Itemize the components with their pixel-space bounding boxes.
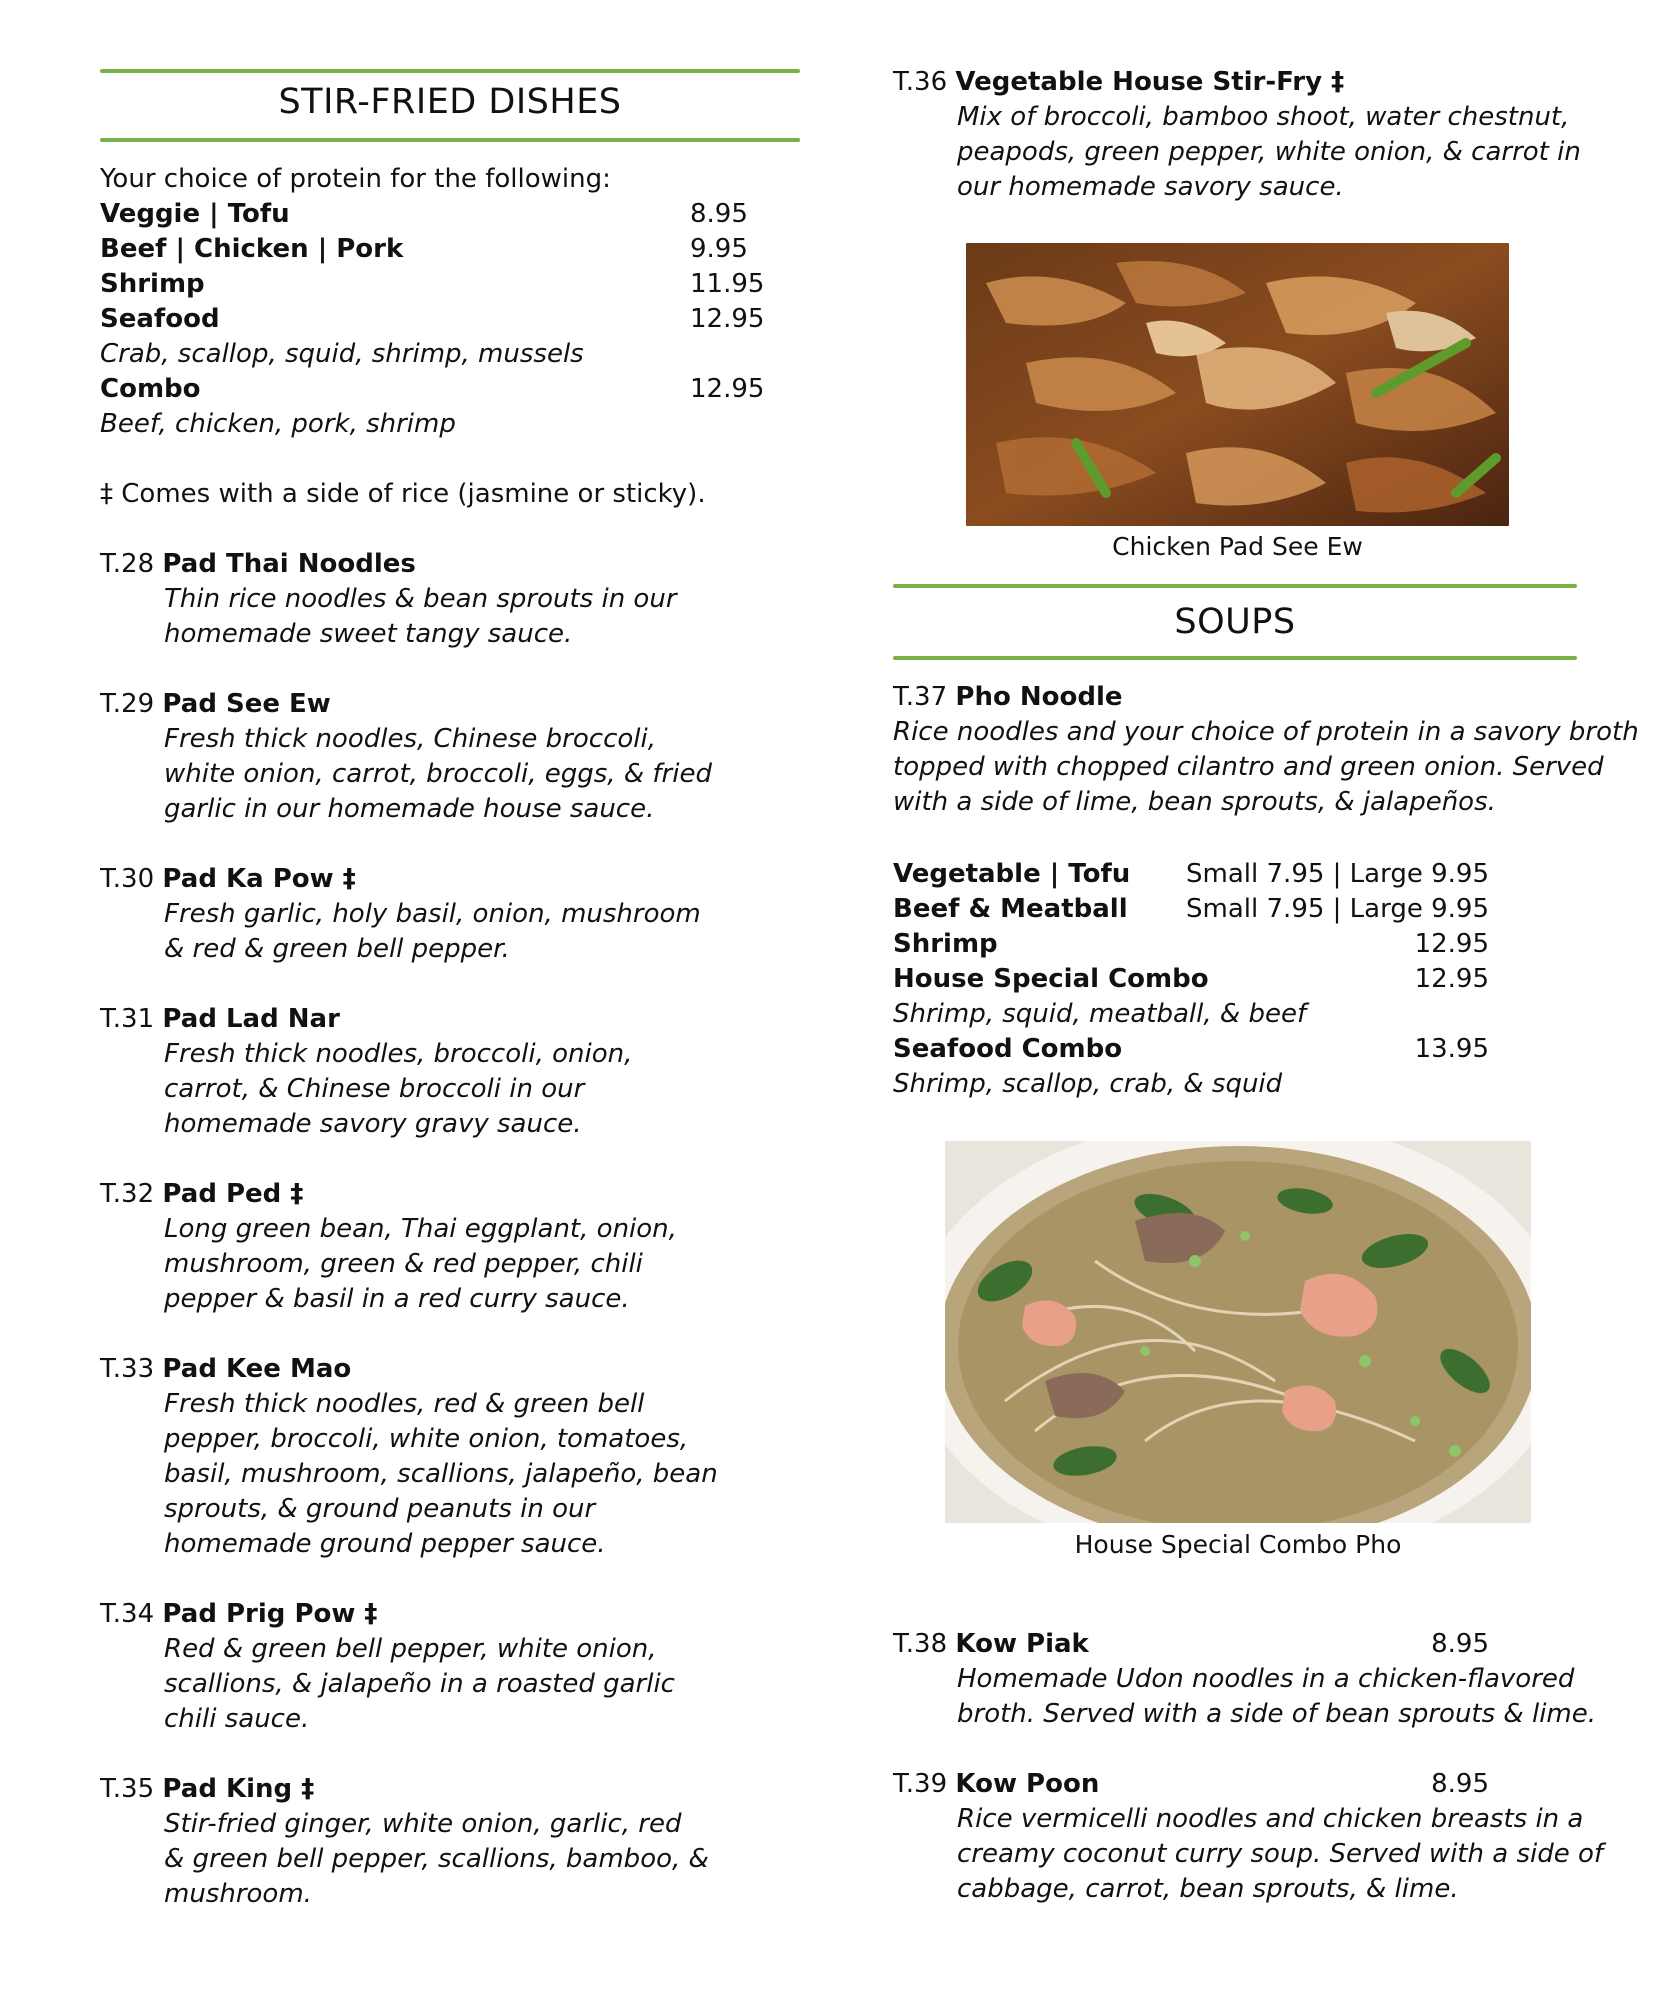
item-name: Pad Prig Pow ‡ (162, 1599, 378, 1629)
item-name: Pad See Ew (162, 689, 331, 719)
item-description: mushroom, green & red pepper, chili (164, 1249, 643, 1279)
rice-note: ‡ Comes with a side of rice (jasmine or sticky). (100, 479, 706, 509)
item-description: creamy coconut curry soup. Served with a side of (957, 1839, 1604, 1869)
pho-option-price: 12.95 (1414, 929, 1489, 959)
item-description: white onion, carrot, broccoli, eggs, & fried (164, 759, 712, 789)
pho-option-price: 12.95 (1414, 964, 1489, 994)
section-rule-top (100, 69, 800, 73)
item-description: broth. Served with a side of bean sprouts & lime. (957, 1699, 1597, 1729)
menu-item-pad-king (100, 1772, 314, 1807)
item-description: Long green bean, Thai eggplant, onion, (164, 1214, 677, 1244)
item-description: scallions, & jalapeño in a roasted garlic (164, 1669, 675, 1699)
section-rule-bottom (893, 656, 1577, 660)
photo-caption: House Special Combo Pho (1074, 1530, 1402, 1559)
menu-item-pad-ped (100, 1177, 303, 1212)
item-description: Red & green bell pepper, white onion, (164, 1634, 657, 1664)
menu-item-vegetable-stir-fry (893, 65, 1344, 100)
item-description: homemade ground pepper sauce. (164, 1529, 606, 1559)
item-description: sprouts, & ground peanuts in our (164, 1494, 596, 1524)
item-name: Pad Kee Mao (162, 1354, 352, 1384)
item-code: T.28 (100, 549, 155, 579)
section-title-stir-fried: STIR-FRIED DISHES (278, 82, 622, 122)
section-title-soups: SOUPS (1174, 602, 1296, 642)
protein-note: Crab, scallop, squid, shrimp, mussels (100, 339, 584, 369)
item-description: Thin rice noodles & bean sprouts in our (164, 584, 677, 614)
item-description: basil, mushroom, scallions, jalapeño, bean (164, 1459, 718, 1489)
item-description: Fresh thick noodles, Chinese broccoli, (164, 724, 656, 754)
item-price: 8.95 (1431, 1629, 1489, 1659)
item-description: homemade sweet tangy sauce. (164, 619, 573, 649)
protein-name: Beef | Chicken | Pork (100, 234, 404, 264)
item-name: Pad King ‡ (162, 1774, 315, 1804)
protein-note: Beef, chicken, pork, shrimp (100, 409, 456, 439)
item-code: T.30 (100, 864, 155, 894)
item-price: 8.95 (1431, 1769, 1489, 1799)
item-description: Stir-fried ginger, white onion, garlic, red (164, 1809, 682, 1839)
item-description: Rice noodles and your choice of protein in a savory broth (893, 717, 1639, 747)
protein-price: 11.95 (690, 269, 765, 299)
item-description: pepper, broccoli, white onion, tomatoes, (164, 1424, 689, 1454)
pho-photo (945, 1141, 1531, 1523)
item-description: & red & green bell pepper. (164, 934, 510, 964)
protein-price: 12.95 (690, 374, 765, 404)
item-description: garlic in our homemade house sauce. (164, 794, 655, 824)
menu-item-pad-kee-mao (100, 1352, 351, 1387)
menu-item-pad-lad-nar (100, 1002, 340, 1037)
pho-option-note: Shrimp, squid, meatball, & beef (893, 999, 1307, 1029)
protein-name: Combo (100, 374, 201, 404)
protein-name: Seafood (100, 304, 220, 334)
pho-option-name: Beef & Meatball (893, 894, 1128, 924)
item-name: Vegetable House Stir-Fry ‡ (955, 67, 1345, 97)
protein-price: 12.95 (690, 304, 765, 334)
item-description: peapods, green pepper, white onion, & carrot in (957, 137, 1581, 167)
item-code: T.35 (100, 1774, 155, 1804)
item-name: Pad Lad Nar (162, 1004, 340, 1034)
menu-item-pad-thai (100, 547, 416, 582)
item-description: homemade savory gravy sauce. (164, 1109, 582, 1139)
item-description: our homemade savory sauce. (957, 172, 1344, 202)
item-code: T.29 (100, 689, 155, 719)
item-description: Homemade Udon noodles in a chicken-flavored (957, 1664, 1575, 1694)
protein-intro: Your choice of protein for the following: (100, 164, 611, 194)
item-code: T.38 (893, 1629, 948, 1659)
pho-option-price: Small 7.95 | Large 9.95 (1186, 894, 1489, 924)
pho-option-price: 13.95 (1414, 1034, 1489, 1064)
item-description: Fresh thick noodles, broccoli, onion, (164, 1039, 633, 1069)
menu-item-pad-see-ew (100, 687, 331, 722)
section-rule-bottom (100, 138, 800, 142)
pho-option-name: House Special Combo (893, 964, 1209, 994)
pho-soup-image (945, 1141, 1531, 1523)
item-name: Pho Noodle (955, 682, 1123, 712)
item-code: T.37 (893, 682, 948, 712)
item-description: Rice vermicelli noodles and chicken breasts in a (957, 1804, 1584, 1834)
menu-item-kow-piak (893, 1627, 1089, 1662)
item-description: chili sauce. (164, 1704, 310, 1734)
photo-caption: Chicken Pad See Ew (1112, 532, 1363, 561)
menu-item-kow-poon (893, 1767, 1099, 1802)
menu-item-pad-prig-pow (100, 1597, 377, 1632)
protein-name: Shrimp (100, 269, 205, 299)
item-description: cabbage, carrot, bean sprouts, & lime. (957, 1874, 1459, 1904)
item-description: pepper & basil in a red curry sauce. (164, 1284, 630, 1314)
item-code: T.34 (100, 1599, 155, 1629)
item-code: T.36 (893, 67, 948, 97)
item-name: Kow Piak (955, 1629, 1089, 1659)
item-description: Fresh thick noodles, red & green bell (164, 1389, 645, 1419)
item-code: T.31 (100, 1004, 155, 1034)
pho-option-name: Seafood Combo (893, 1034, 1123, 1064)
item-description: mushroom. (164, 1879, 312, 1909)
section-rule-top (893, 584, 1577, 588)
menu-item-pho-noodle (893, 680, 1123, 715)
menu-item-pad-ka-pow (100, 862, 356, 897)
item-description: Mix of broccoli, bamboo shoot, water chestnut, (957, 102, 1570, 132)
item-name: Pad Ped ‡ (162, 1179, 304, 1209)
item-description: & green bell pepper, scallions, bamboo, & (164, 1844, 709, 1874)
noodle-dish-image (966, 243, 1509, 526)
pho-option-price: Small 7.95 | Large 9.95 (1186, 859, 1489, 889)
pho-option-name: Shrimp (893, 929, 998, 959)
pho-option-note: Shrimp, scallop, crab, & squid (893, 1069, 1283, 1099)
pad-see-ew-photo (966, 243, 1509, 526)
protein-price: 9.95 (690, 234, 748, 264)
item-name: Pad Thai Noodles (162, 549, 416, 579)
item-description: with a side of lime, bean sprouts, & jalapeños. (893, 787, 1496, 817)
item-description: topped with chopped cilantro and green onion. Served (893, 752, 1604, 782)
item-description: carrot, & Chinese broccoli in our (164, 1074, 585, 1104)
item-name: Pad Ka Pow ‡ (162, 864, 356, 894)
item-name: Kow Poon (955, 1769, 1100, 1799)
protein-name: Veggie | Tofu (100, 199, 290, 229)
item-code: T.33 (100, 1354, 155, 1384)
protein-price: 8.95 (690, 199, 748, 229)
item-code: T.39 (893, 1769, 948, 1799)
item-description: Fresh garlic, holy basil, onion, mushroom (164, 899, 701, 929)
item-code: T.32 (100, 1179, 155, 1209)
pho-option-name: Vegetable | Tofu (893, 859, 1131, 889)
